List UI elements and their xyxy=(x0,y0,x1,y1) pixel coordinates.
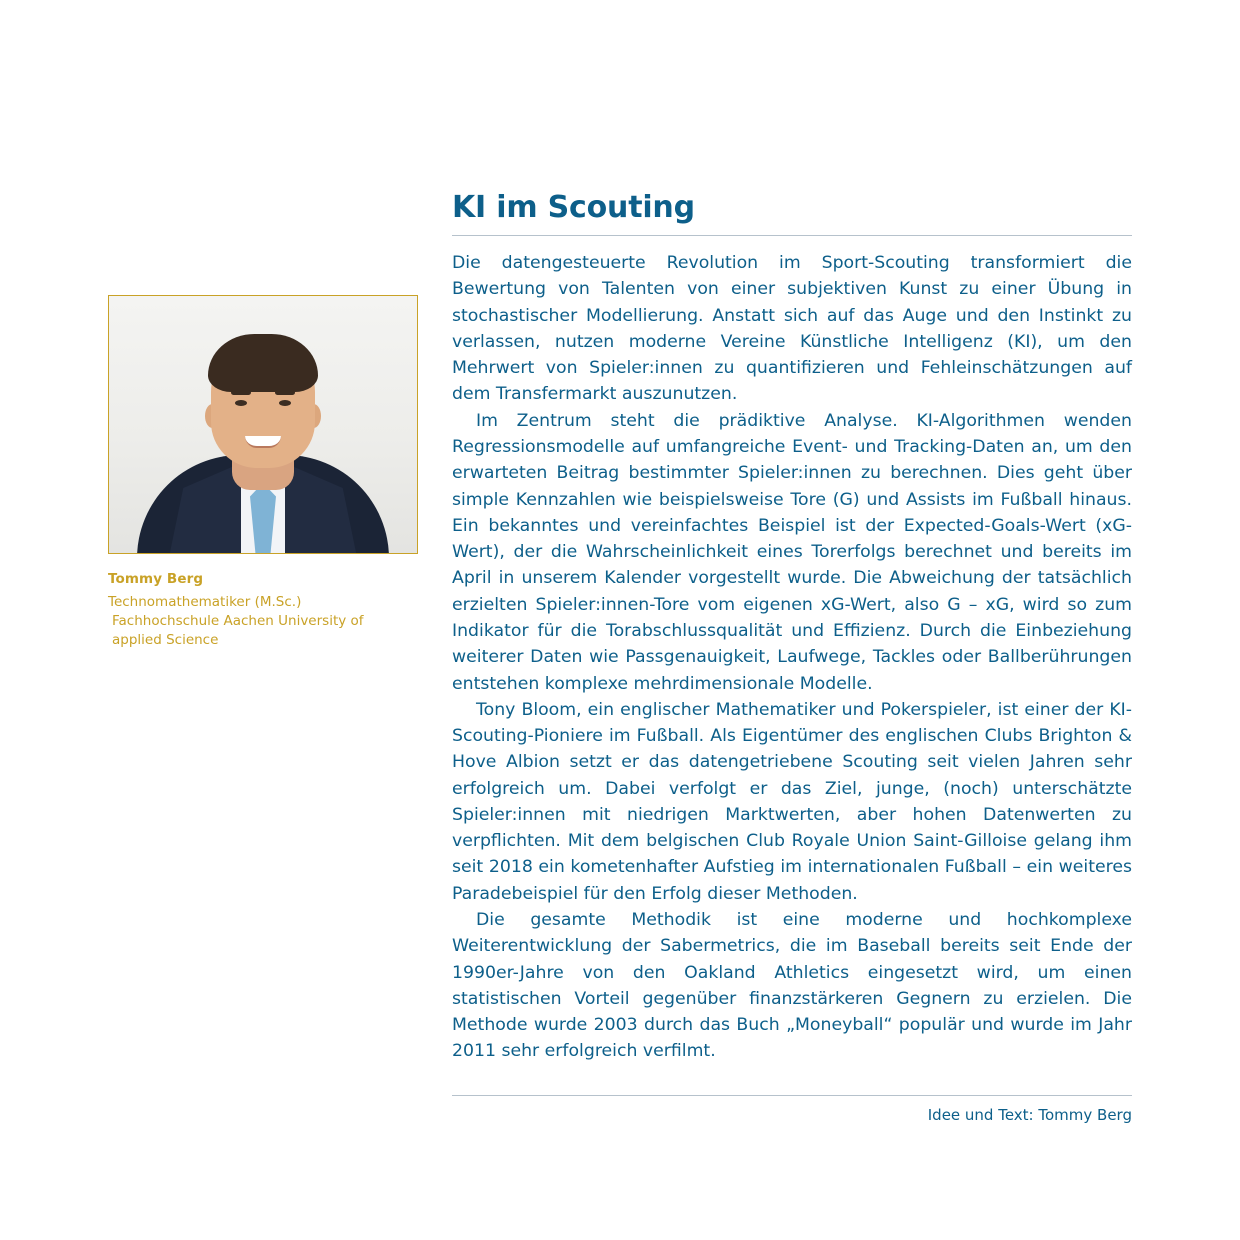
article-paragraph-1: Die datengesteuerte Revolution im Sport-Scouting transformiert die Bewertung von Talenten von einer subjektiven Kunst zu einer Übung in stochastischer Modellierung. Anstatt sich auf das Auge und den Instinkt zu verlassen, nutzen moderne Vereine Künstliche Intelligenz (KI), um den Mehrwert von Spieler:innen zu quantifizieren und Fehleinschätzungen auf dem Transfermarkt auszunutzen. xyxy=(452,253,1132,405)
portrait-illustration xyxy=(109,296,417,553)
article-paragraph-4: Die gesamte Methodik ist eine moderne und hochkomplexe Weiterentwicklung der Sabermetrics, die im Baseball bereits seit Ende der 1990er-Jahre von den Oakland Athletics eingesetzt wird, um einen statistischen Vorteil gegenüber finanzstärkeren Gegnern zu erzielen. Die Methode wurde 2003 durch das Buch „Moneyball“ populär und wurde im Jahr 2011 sehr erfolgreich verfilmt. xyxy=(452,910,1132,1062)
divider-top xyxy=(452,235,1132,236)
divider-bottom xyxy=(452,1095,1132,1096)
caption-role: Technomathematiker (M.Sc.) xyxy=(108,594,302,611)
portrait-photo-tommy-berg xyxy=(108,295,418,554)
portrait-eye-left xyxy=(235,400,247,406)
caption-institution-line1: Fachhochschule Aachen University of xyxy=(112,613,364,630)
portrait-brow-right xyxy=(275,390,295,395)
caption-person-name: Tommy Berg xyxy=(108,571,204,587)
portrait-hair xyxy=(208,334,318,392)
portrait-eye-right xyxy=(279,400,291,406)
page-title: KI im Scouting xyxy=(452,190,695,225)
article xyxy=(452,190,1132,1124)
article-paragraph-2: Im Zentrum steht die prädiktive Analyse. KI-Algorithmen wenden Regressionsmodelle auf umfangreiche Event- und Tracking-Daten an, um den erwarteten Beitrag bestimmter Spieler:innen zu berechnen. Dies geht über simple Kennzahlen wie beispielsweise Tore (G) und Assists im Fußball hinaus. Ein bekanntes und vereinfachtes Beispiel ist der Expected-Goals-Wert (xG-Wert), der die Wahrscheinlichkeit eines Torerfolgs berechnet und bereits im April in unserem Kalender vorgestellt wurde. Die Abweichung der tatsächlich erzielten Spieler:innen-Tore vom eigenen xG-Wert, also G – xG, wird so zum Indikator für die Torabschlussqualität und Effizienz. Durch die Einbeziehung weiterer Daten wie Passgenauigkeit, Laufwege, Tackles oder Ballberührungen entstehen komplexe mehrdimensionale Modelle. xyxy=(452,410,1132,694)
article-body xyxy=(452,250,1132,1065)
caption-institution-line2: applied Science xyxy=(112,632,219,649)
portrait-caption xyxy=(108,570,420,651)
article-credit: Idee und Text: Tommy Berg xyxy=(927,1105,1132,1124)
portrait-column xyxy=(108,295,420,651)
portrait-brow-left xyxy=(231,390,251,395)
article-paragraph-3: Tony Bloom, ein englischer Mathematiker und Pokerspieler, ist einer der KI-Scouting-Pioniere im Fußball. Als Eigentümer des englischen Clubs Brighton & Hove Albion setzt er das datengetriebene Scouting seit vielen Jahren sehr erfolgreich um. Dabei verfolgt er das Ziel, junge, (noch) unterschätzte Spieler:innen mit niedrigen Marktwerten, aber hohen Datenwerten zu verpflichten. Mit dem belgischen Club Royale Union Saint-Gilloise gelang ihm seit 2018 ein kometenhafter Aufstieg im internationalen Fußball – ein weiteres Paradebeispiel für den Erfolg dieser Methoden. xyxy=(452,699,1132,904)
